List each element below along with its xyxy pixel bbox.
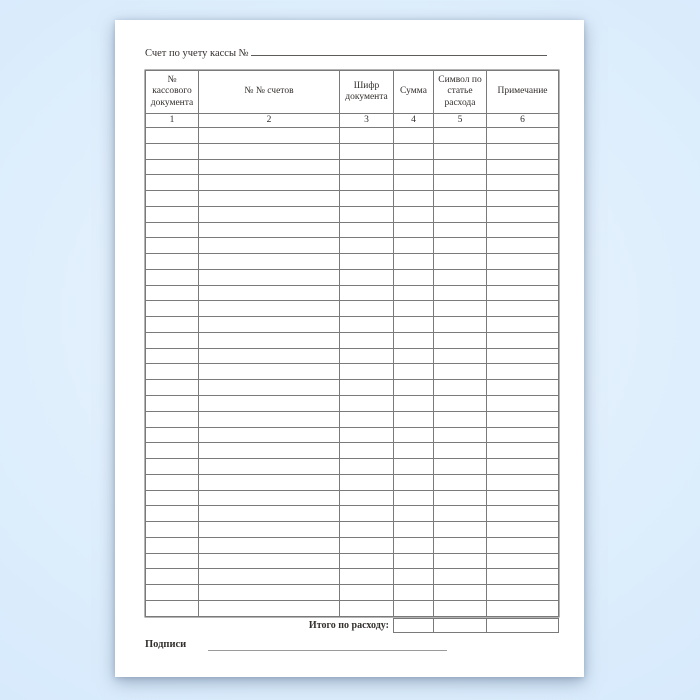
table-cell [487, 191, 558, 206]
table-cell [394, 569, 433, 584]
table-cell [340, 522, 393, 537]
table-cell [146, 412, 198, 427]
column-number: 5 [434, 114, 486, 127]
table-cell [340, 333, 393, 348]
table-cell [199, 238, 339, 253]
table-cell [340, 349, 393, 364]
table-cell [199, 364, 339, 379]
table-cell [340, 412, 393, 427]
column-number: 3 [340, 114, 393, 127]
table-cell [394, 380, 433, 395]
column-header-label: Примечание [497, 86, 548, 97]
table-cell [487, 380, 558, 395]
table-cell [487, 585, 558, 600]
table-cell [199, 380, 339, 395]
table-cell [340, 286, 393, 301]
table-cell [394, 538, 433, 553]
table-cell [340, 175, 393, 190]
table-cell [340, 144, 393, 159]
table-cell [340, 538, 393, 553]
table-cell [199, 538, 339, 553]
table-cell [434, 238, 486, 253]
table-cell [394, 301, 433, 316]
column-header-expense-symbol [434, 71, 486, 113]
table-cell [394, 396, 433, 411]
table-cell [434, 223, 486, 238]
table-cell [487, 270, 558, 285]
table-cell [434, 506, 486, 521]
table-cell [199, 491, 339, 506]
table-cell [434, 207, 486, 222]
table-cell [487, 286, 558, 301]
column-header-account-numbers [199, 71, 339, 113]
table-cell [199, 569, 339, 584]
table-cell [146, 128, 198, 143]
table-cell [146, 175, 198, 190]
table-cell [434, 601, 486, 616]
table-cell [340, 475, 393, 490]
table-cell [199, 286, 339, 301]
table-cell [394, 459, 433, 474]
table-cell [434, 459, 486, 474]
table-cell [146, 160, 198, 175]
table-cell [340, 364, 393, 379]
table-cell [394, 585, 433, 600]
table-cell [340, 506, 393, 521]
column-number: 6 [487, 114, 558, 127]
table-cell [146, 428, 198, 443]
signatures-label: Подписи [145, 639, 187, 650]
table-cell [434, 569, 486, 584]
column-header-cash-doc-number [146, 71, 198, 113]
table-cell [487, 301, 558, 316]
table-cell [146, 301, 198, 316]
table-cell [434, 538, 486, 553]
column-number: 4 [394, 114, 433, 127]
table-cell [199, 254, 339, 269]
table-cell [434, 191, 486, 206]
table-cell [394, 207, 433, 222]
table-cell [199, 459, 339, 474]
table-cell [340, 554, 393, 569]
table-cell [146, 459, 198, 474]
table-cell [394, 475, 433, 490]
table-cell [199, 301, 339, 316]
table-cell [487, 554, 558, 569]
column-header-doc-code [340, 71, 393, 113]
table-cell [487, 349, 558, 364]
table-cell [199, 160, 339, 175]
table-cell [146, 585, 198, 600]
table-cell [434, 396, 486, 411]
table-cell [487, 207, 558, 222]
table-cell [434, 160, 486, 175]
table-cell [199, 128, 339, 143]
column-header-label: № кассового документа [150, 74, 194, 108]
table-cell [340, 160, 393, 175]
table-cell [434, 128, 486, 143]
column-header-label: № № счетов [244, 86, 294, 97]
table-cell [487, 601, 558, 616]
table-cell [199, 396, 339, 411]
doc-title-label: Счет по учету кассы № [145, 48, 249, 59]
table-cell [394, 317, 433, 332]
table-cell [434, 412, 486, 427]
table-cell [434, 175, 486, 190]
table-cell [146, 506, 198, 521]
table-cell [146, 569, 198, 584]
table-cell [146, 601, 198, 616]
table-cell [340, 191, 393, 206]
table-cell [146, 270, 198, 285]
table-cell [340, 317, 393, 332]
table-cell [394, 191, 433, 206]
totals-cell-note [487, 619, 558, 632]
table-cell [434, 254, 486, 269]
table-cell [487, 223, 558, 238]
table-cell [394, 491, 433, 506]
table-cell [487, 238, 558, 253]
table-cell [146, 286, 198, 301]
signature-line [208, 650, 447, 651]
table-cell [487, 254, 558, 269]
table-cell [394, 554, 433, 569]
table-cell [394, 412, 433, 427]
table-cell [146, 317, 198, 332]
table-cell [487, 538, 558, 553]
table-cell [340, 128, 393, 143]
table-cell [199, 554, 339, 569]
table-cell [434, 491, 486, 506]
column-header-label: Символ по статье расхода [438, 74, 482, 108]
totals-cells [393, 618, 559, 633]
table-cell [146, 364, 198, 379]
table-cell [394, 175, 433, 190]
table-cell [199, 333, 339, 348]
table-cell [394, 223, 433, 238]
table-cell [199, 144, 339, 159]
table-cell [487, 144, 558, 159]
table-cell [434, 144, 486, 159]
table-cell [146, 223, 198, 238]
column-header-note [487, 71, 558, 113]
totals-cell-amount [394, 619, 433, 632]
table-cell [199, 585, 339, 600]
table-cell [394, 601, 433, 616]
table-cell [199, 223, 339, 238]
totals-label: Итого по расходу: [308, 619, 389, 631]
table-cell [199, 207, 339, 222]
table-cell [394, 238, 433, 253]
table-cell [434, 270, 486, 285]
table-cell [394, 144, 433, 159]
table-cell [434, 349, 486, 364]
table-cell [340, 380, 393, 395]
table-cell [394, 160, 433, 175]
table-cell [487, 128, 558, 143]
table-cell [146, 333, 198, 348]
table-cell [199, 475, 339, 490]
table-cell [394, 333, 433, 348]
table-cell [146, 538, 198, 553]
table-cell [394, 286, 433, 301]
table-cell [146, 380, 198, 395]
table-cell [340, 585, 393, 600]
table-cell [146, 491, 198, 506]
table-cell [340, 459, 393, 474]
table-cell [146, 443, 198, 458]
column-header-label: Сумма [400, 86, 427, 97]
table-cell [487, 160, 558, 175]
table-cell [146, 396, 198, 411]
table-cell [340, 254, 393, 269]
table-cell [146, 144, 198, 159]
table-cell [146, 254, 198, 269]
table-cell [487, 506, 558, 521]
totals-cell-expense-symbol [434, 619, 486, 632]
table-cell [199, 191, 339, 206]
table-cell [487, 475, 558, 490]
table-cell [434, 475, 486, 490]
table-cell [394, 443, 433, 458]
table-cell [146, 522, 198, 537]
table-cell [146, 207, 198, 222]
table-cell [434, 286, 486, 301]
table-cell [199, 428, 339, 443]
table-cell [199, 412, 339, 427]
table-cell [487, 491, 558, 506]
table-cell [340, 443, 393, 458]
table-cell [434, 301, 486, 316]
table-cell [394, 364, 433, 379]
column-number: 2 [199, 114, 339, 127]
table-cell [146, 238, 198, 253]
table-cell [146, 554, 198, 569]
column-number: 1 [146, 114, 198, 127]
table-cell [487, 443, 558, 458]
table-cell [487, 569, 558, 584]
table-cell [340, 569, 393, 584]
table-cell [434, 364, 486, 379]
table-cell [487, 317, 558, 332]
table-cell [394, 506, 433, 521]
table-cell [487, 396, 558, 411]
table-cell [340, 491, 393, 506]
table-cell [434, 317, 486, 332]
table-cell [394, 428, 433, 443]
table-cell [199, 317, 339, 332]
title-fill-line [251, 44, 547, 56]
table-cell [487, 522, 558, 537]
table-cell [146, 475, 198, 490]
table-cell [394, 349, 433, 364]
table-cell [199, 270, 339, 285]
table-cell [199, 175, 339, 190]
table-cell [434, 333, 486, 348]
table-cell [434, 443, 486, 458]
table-cell [340, 223, 393, 238]
table-cell [199, 443, 339, 458]
expense-table [145, 70, 559, 617]
table-cell [394, 270, 433, 285]
column-header-amount [394, 71, 433, 113]
document-page [115, 20, 584, 677]
table-cell [340, 601, 393, 616]
table-cell [394, 254, 433, 269]
table-cell [434, 428, 486, 443]
table-cell [146, 349, 198, 364]
doc-title [145, 44, 547, 61]
table-cell [434, 522, 486, 537]
column-header-label: Шифр документа [345, 80, 388, 102]
table-cell [394, 128, 433, 143]
table-cell [487, 412, 558, 427]
table-cell [340, 428, 393, 443]
table-cell [199, 349, 339, 364]
table-cell [394, 522, 433, 537]
table-cell [487, 333, 558, 348]
table-cell [146, 191, 198, 206]
table-cell [434, 585, 486, 600]
table-cell [199, 601, 339, 616]
table-cell [487, 175, 558, 190]
table-cell [434, 380, 486, 395]
totals-row [145, 617, 559, 633]
table-cell [340, 301, 393, 316]
table-cell [340, 238, 393, 253]
table-cell [199, 522, 339, 537]
table-cell [199, 506, 339, 521]
table-cell [487, 459, 558, 474]
table-cell [487, 364, 558, 379]
table-cell [340, 396, 393, 411]
table-cell [340, 207, 393, 222]
table-cell [487, 428, 558, 443]
table-cell [434, 554, 486, 569]
table-cell [340, 270, 393, 285]
